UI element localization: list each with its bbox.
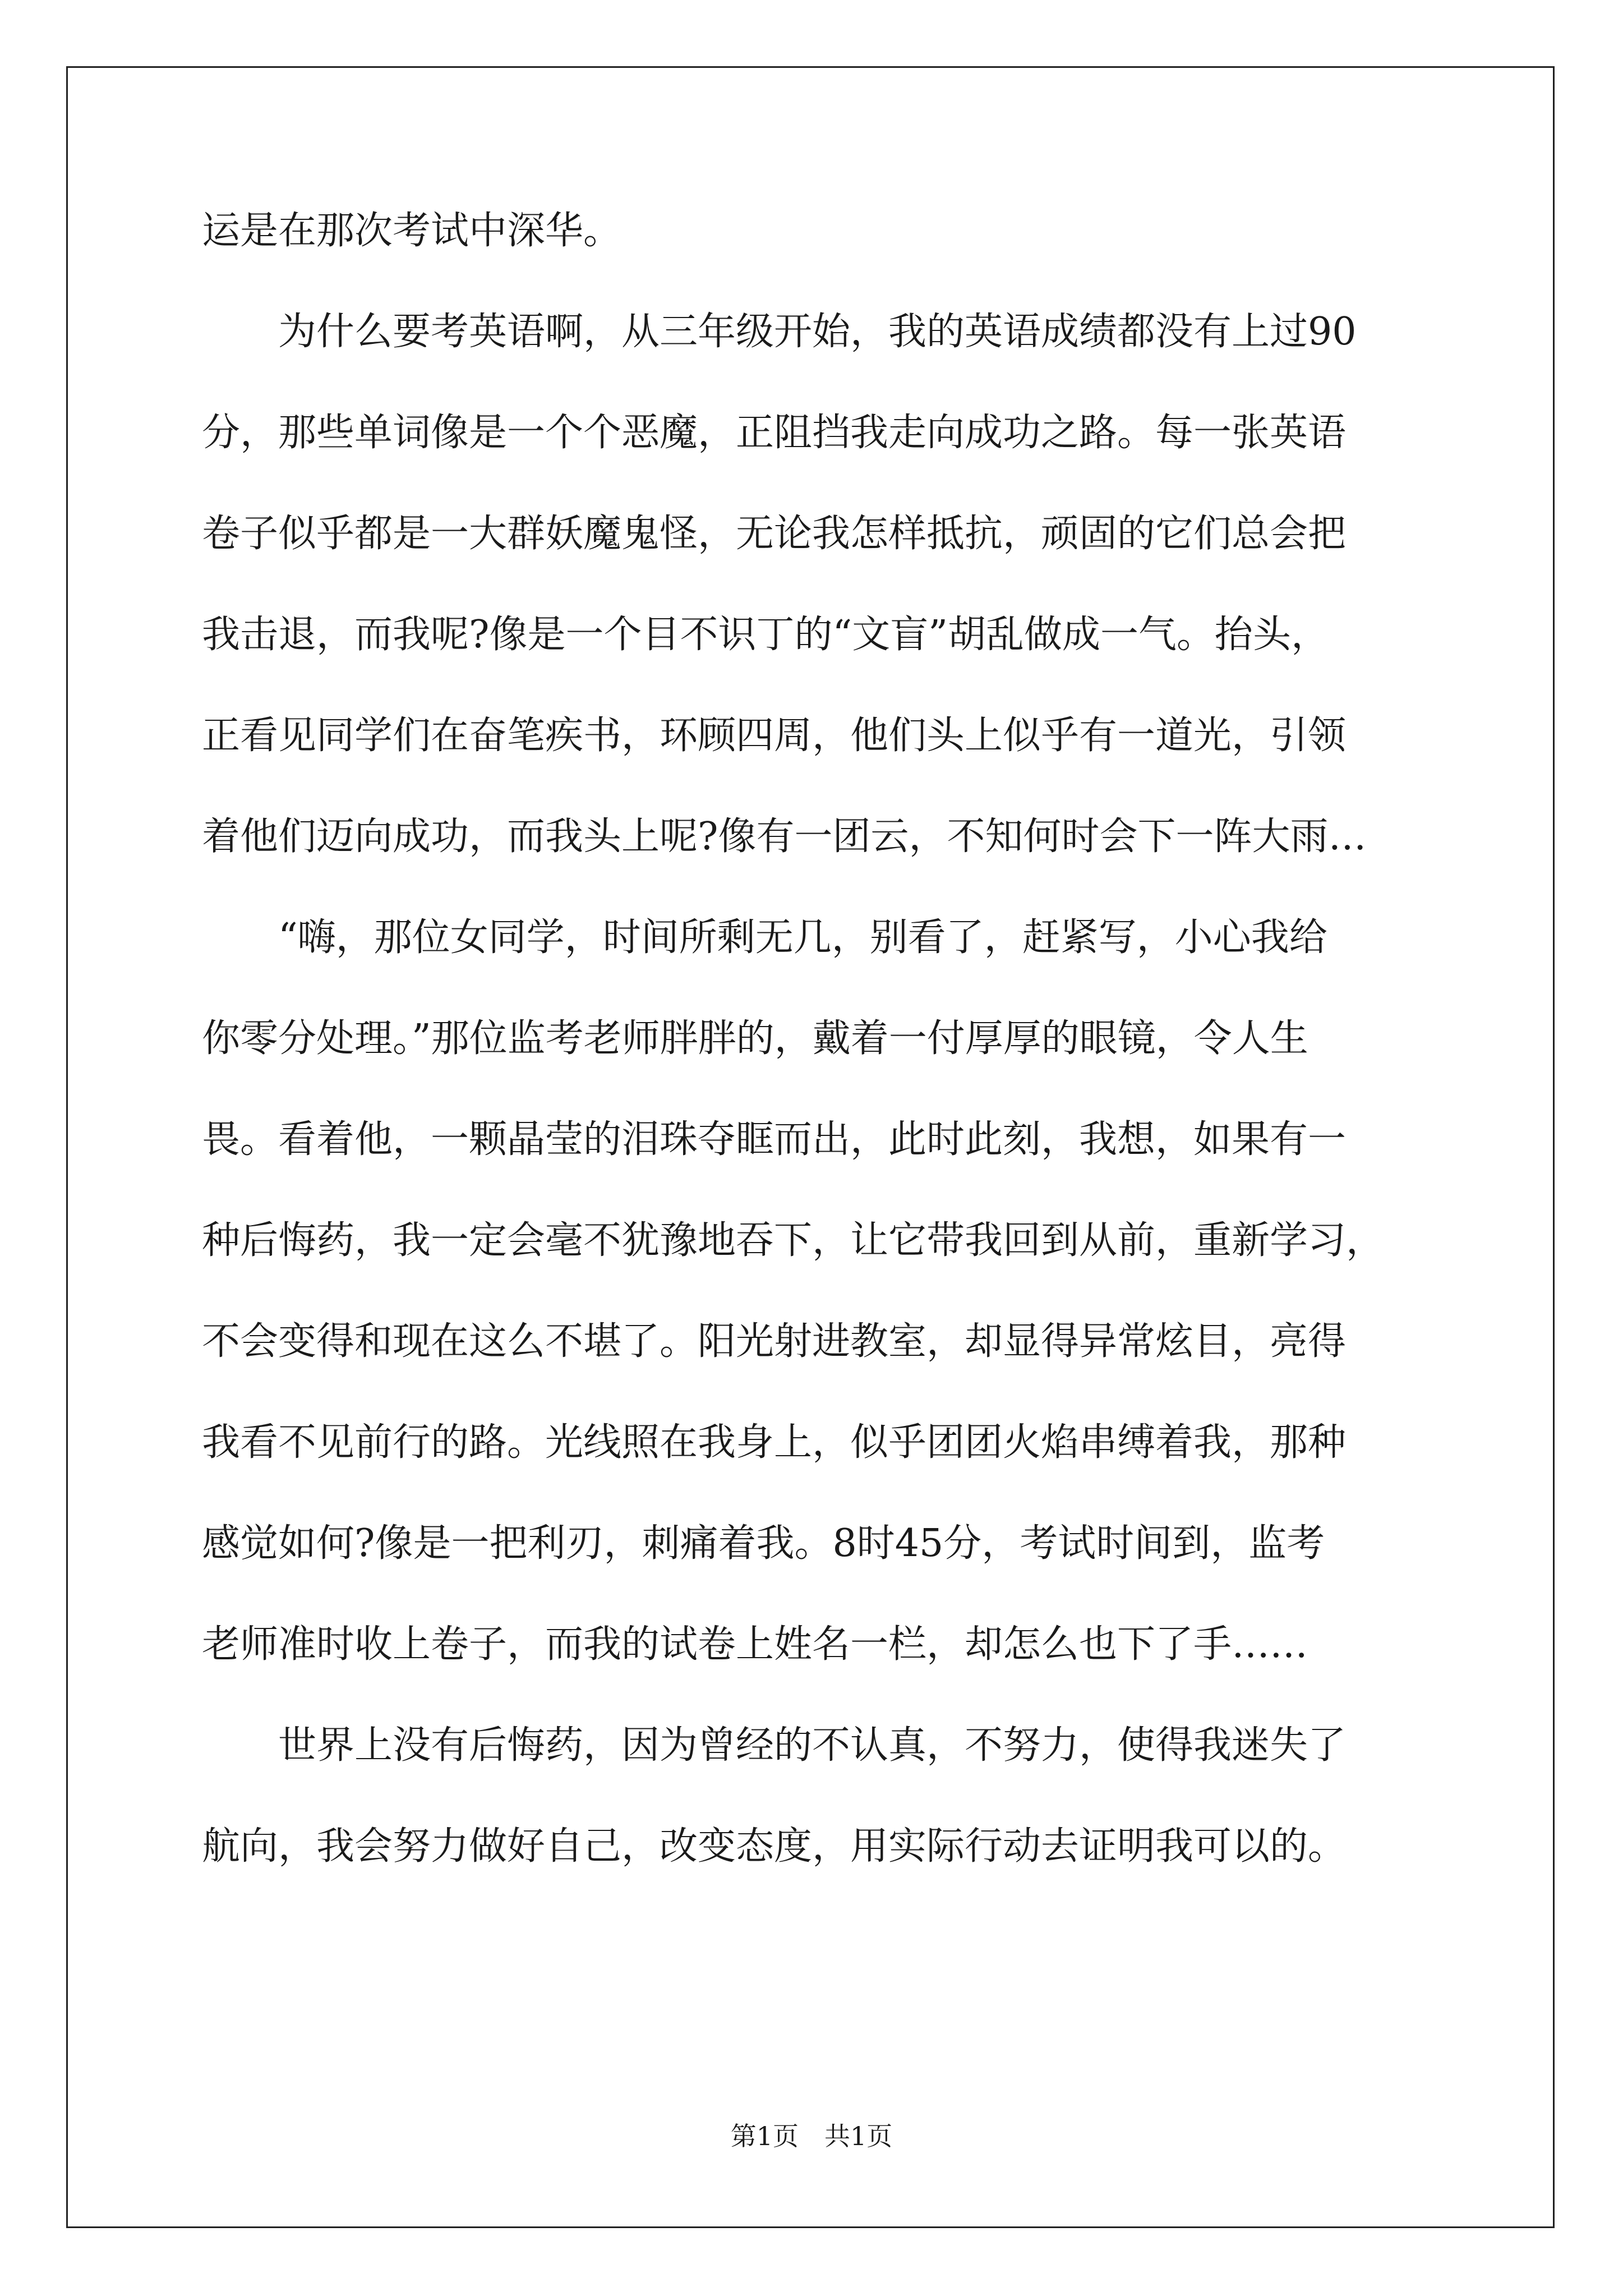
text-line: “嗨，那位女同学，时间所剩无几，别看了，赶紧写，小心我给 — [278, 915, 1327, 960]
text-line: 感觉如何?像是一把利刃，刺痛着我。8时45分，考试时间到，监考 — [202, 1521, 1325, 1566]
text-line: 种后悔药，我一定会毫不犹豫地吞下，让它带我回到从前，重新学习， — [202, 1218, 1385, 1263]
text-line: 运是在那次考试中深华。 — [202, 209, 622, 253]
text-line: 老师准时收上卷子，而我的试卷上姓名一栏，却怎么也下了手…… — [202, 1622, 1308, 1667]
text-line: 着他们迈向成功，而我头上呢?像有一团云，不知何时会下一阵大雨… — [202, 815, 1367, 859]
text-line: 你零分处理。”那位监考老师胖胖的，戴着一付厚厚的眼镜，令人生 — [202, 1016, 1308, 1061]
text-line: 为什么要考英语啊，从三年级开始，我的英语成绩都没有上过90 — [278, 310, 1357, 354]
text-line: 我看不见前行的路。光线照在我身上，似乎团团火焰串缚着我，那种 — [202, 1420, 1347, 1465]
text-line: 世界上没有后悔药，因为曾经的不认真，不努力，使得我迷失了 — [278, 1723, 1347, 1768]
text-line: 我击退，而我呢?像是一个目不识丁的“文盲”胡乱做成一气。抬头， — [202, 613, 1329, 657]
text-line: 卷子似乎都是一大群妖魔鬼怪，无论我怎样抵抗，顽固的它们总会把 — [202, 512, 1347, 556]
text-line: 航向，我会努力做好自己，改变态度，用实际行动去证明我可以的。 — [202, 1824, 1347, 1869]
text-line: 畏。看着他，一颗晶莹的泪珠夺眶而出，此时此刻，我想，如果有一 — [202, 1117, 1347, 1162]
text-line: 正看见同学们在奋笔疾书，环顾四周，他们头上似乎有一道光，引领 — [202, 714, 1347, 758]
page-footer: 第1页 共1页 — [730, 2121, 893, 2151]
text-line: 分，那些单词像是一个个恶魔，正阻挡我走向成功之路。每一张英语 — [202, 411, 1347, 455]
text-line: 不会变得和现在这么不堪了。阳光射进教室，却显得异常炫目，亮得 — [202, 1319, 1347, 1364]
